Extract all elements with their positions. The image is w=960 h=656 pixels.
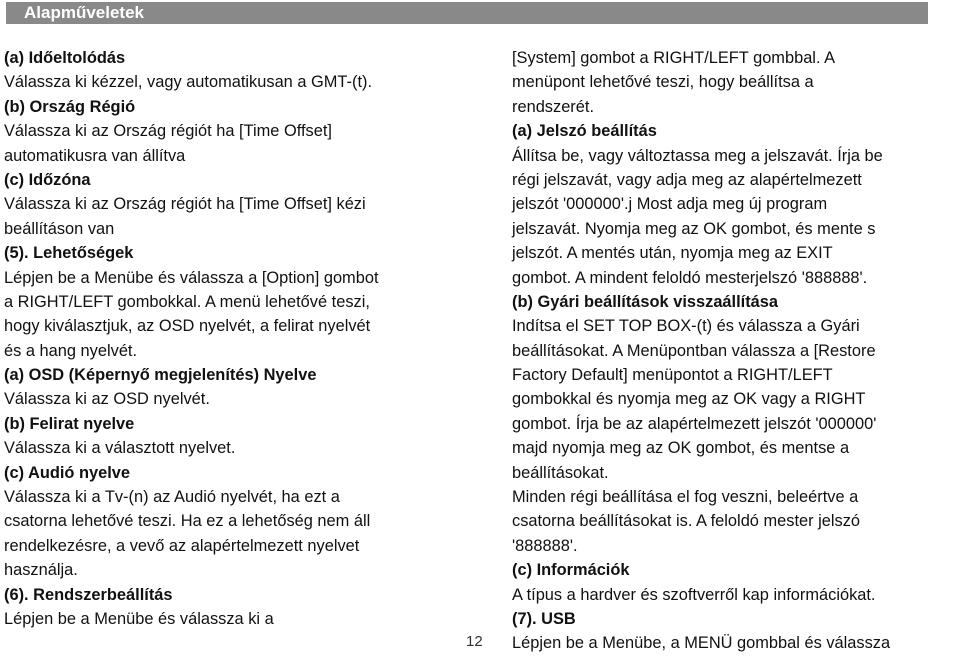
section-heading: (a) Jelszó beállítás (512, 122, 657, 141)
right-column (512, 46, 956, 656)
text-line: Válassza ki az Ország régiót ha [Time Offset] kézi (4, 195, 366, 214)
text-line: csatorna lehetővé teszi. Ha ez a lehetőség nem áll (4, 512, 371, 531)
text-line: Válassza ki a Tv-(n) az Audió nyelvét, ha ezt a (4, 488, 340, 507)
text-line: a RIGHT/LEFT gombokkal. A menü lehetővé teszi, (4, 292, 370, 311)
text-line: beállításokat. A Menüpontban válassza a [Restore (512, 341, 876, 360)
text-line: gombot. A mindent feloldó mesterjelszó '888888'. (512, 268, 868, 287)
text-line: menüpont lehetővé teszi, hogy beállítsa a (512, 73, 814, 92)
text-line: majd nyomja meg az OK gombot, és mentse a (512, 439, 850, 458)
section-heading: (b) Gyári beállítások visszaállítása (512, 292, 779, 311)
text-line: jelszót '000000'.j Most adja meg új program (512, 195, 828, 214)
left-column (4, 46, 456, 631)
text-line: beállításokat. (512, 463, 609, 482)
section-heading: (a) Időeltolódás (4, 49, 126, 67)
text-line: Válassza ki a választott nyelvet. (4, 439, 236, 458)
text-line: Indítsa el SET TOP BOX-(t) és válassza a Gyári (512, 317, 860, 336)
text-line: rendszerét. (512, 97, 594, 116)
text-line: Lépjen be a Menübe, a MENÜ gombbal és válassza (512, 634, 891, 653)
text-line: régi jelszavát, vagy adja meg az alapértelmezett (512, 170, 862, 189)
text-line: A típus a hardver és szoftverről kap információkat. (512, 585, 876, 604)
section-heading: (5). Lehetőségek (4, 244, 134, 263)
text-line: Lépjen be a Menübe és válassza a [Option] gombot (4, 268, 379, 287)
text-line: Válassza ki az Ország régiót ha [Time Offset] (4, 122, 332, 141)
text-line: hogy kiválasztjuk, az OSD nyelvét, a felirat nyelvét (4, 317, 371, 336)
text-line: Válassza ki az OSD nyelvét. (4, 390, 210, 409)
text-line: és a hang nyelvét. (4, 341, 138, 360)
text-line: jelszavát. Nyomja meg az OK gombot, és mente s (512, 219, 876, 238)
text-line: gombokkal és nyomja meg az OK vagy a RIGHT (512, 390, 866, 409)
section-heading: (c) Audió nyelve (4, 463, 130, 482)
section-heading: (7). USB (512, 609, 576, 628)
text-line: jelszót. A mentés után, nyomja meg az EXIT (512, 244, 833, 263)
text-line: Állítsa be, vagy változtassa meg a jelszavát. Írja be (512, 146, 883, 165)
text-line: rendelkezésre, a vevő az alapértelmezett nyelvet (4, 536, 360, 555)
section-heading: (b) Ország Régió (4, 97, 136, 116)
text-line: automatikusra van állítva (4, 146, 186, 165)
text-line: gombot. Írja be az alapértelmezett jelszót '000000' (512, 414, 877, 433)
section-heading: (a) OSD (Képernyő megjelenítés) Nyelve (4, 366, 317, 385)
text-line: beállításon van (4, 219, 115, 238)
text-line: Factory Default] menüpontot a RIGHT/LEFT (512, 366, 833, 385)
section-heading: (c) Időzóna (4, 170, 91, 189)
text-line: Minden régi beállítása el fog veszni, beleértve a (512, 488, 859, 507)
page-number: 12 (466, 633, 483, 650)
text-line: Válassza ki kézzel, vagy automatikusan a GMT-(t). (4, 73, 373, 92)
section-heading: (b) Felirat nyelve (4, 414, 135, 433)
text-line: csatorna beállításokat is. A feloldó mester jelszó (512, 512, 861, 531)
section-header-bar (6, 2, 928, 24)
section-heading: (c) Információk (512, 561, 630, 580)
section-heading: (6). Rendszerbeállítás (4, 585, 173, 604)
text-line: [System] gombot a RIGHT/LEFT gombbal. A (512, 49, 836, 67)
section-title: Alapműveletek (24, 3, 144, 22)
text-line: '888888'. (512, 536, 578, 555)
text-line: használja. (4, 561, 78, 580)
text-line: Lépjen be a Menübe és válassza ki a (4, 609, 274, 628)
